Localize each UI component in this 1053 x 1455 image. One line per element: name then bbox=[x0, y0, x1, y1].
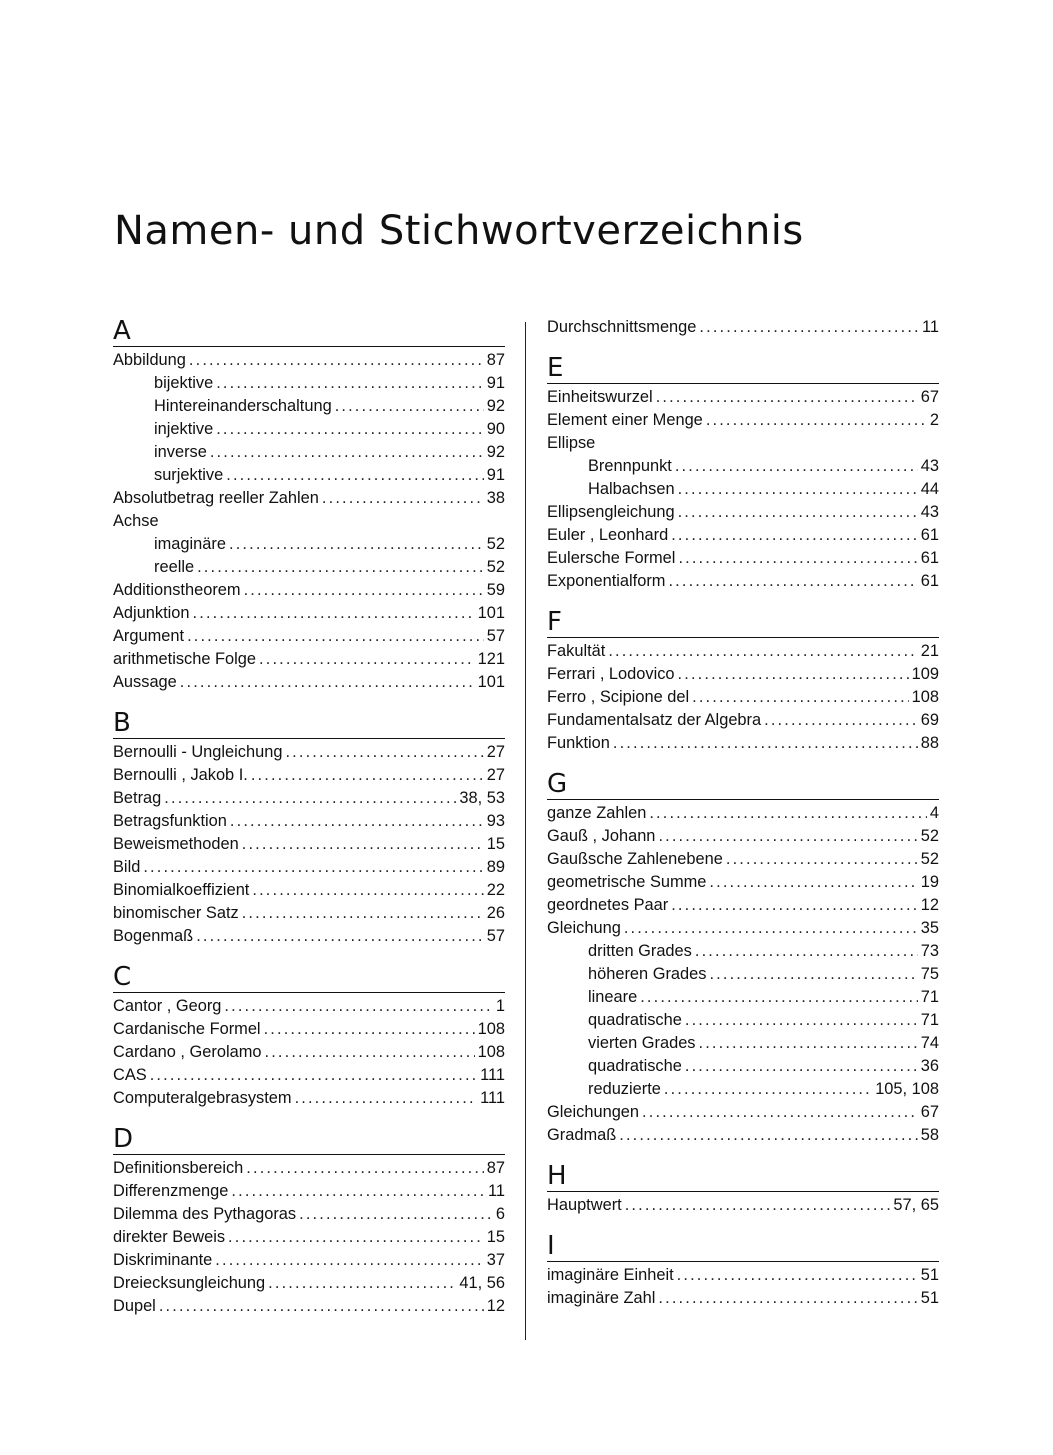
index-page-numbers: 75 bbox=[920, 965, 939, 983]
dot-leader bbox=[244, 579, 484, 602]
index-entry bbox=[113, 1203, 505, 1226]
dot-leader bbox=[265, 1041, 475, 1064]
index-entry bbox=[547, 732, 939, 755]
index-term: Gleichung bbox=[547, 919, 621, 937]
index-term: quadratische bbox=[588, 1057, 682, 1075]
dot-leader bbox=[764, 709, 918, 732]
dot-leader bbox=[252, 879, 483, 902]
index-page-numbers: 43 bbox=[920, 457, 939, 475]
index-page-numbers: 69 bbox=[920, 711, 939, 729]
index-subentry bbox=[113, 395, 505, 418]
index-page-numbers: 90 bbox=[486, 420, 505, 438]
index-term: imaginäre bbox=[154, 535, 226, 553]
index-subentry bbox=[113, 556, 505, 579]
column-divider bbox=[525, 322, 526, 1340]
dot-leader bbox=[150, 1064, 477, 1087]
index-page-numbers: 88 bbox=[920, 734, 939, 752]
index-page-numbers: 15 bbox=[486, 835, 505, 853]
index-page-numbers: 21 bbox=[920, 642, 939, 660]
index-term: Ellipse bbox=[547, 434, 596, 452]
dot-leader bbox=[251, 764, 484, 787]
index-term: surjektive bbox=[154, 466, 224, 484]
index-entry bbox=[547, 524, 939, 547]
index-term: Dilemma des Pythagoras bbox=[113, 1205, 297, 1223]
index-entry bbox=[113, 1180, 505, 1203]
dot-leader bbox=[678, 478, 918, 501]
index-term: reelle bbox=[154, 558, 195, 576]
index-page-numbers: 87 bbox=[486, 1159, 505, 1177]
dot-leader bbox=[268, 1272, 456, 1295]
dot-leader bbox=[706, 409, 927, 432]
dot-leader bbox=[675, 455, 918, 478]
index-term: CAS bbox=[113, 1066, 147, 1084]
index-term: Betragsfunktion bbox=[113, 812, 227, 830]
index-entry bbox=[113, 510, 505, 533]
dot-leader bbox=[143, 856, 483, 879]
index-page-numbers: 92 bbox=[486, 443, 505, 461]
index-subentry bbox=[547, 1055, 939, 1078]
index-page-numbers: 4 bbox=[929, 804, 939, 822]
index-page-numbers: 52 bbox=[920, 850, 939, 868]
index-entry bbox=[113, 349, 505, 372]
index-entry bbox=[547, 825, 939, 848]
index-entry bbox=[547, 316, 939, 339]
dot-leader bbox=[229, 533, 484, 556]
index-entry bbox=[113, 1018, 505, 1041]
index-term: Halbachsen bbox=[588, 480, 675, 498]
index-page-numbers: 67 bbox=[920, 1103, 939, 1121]
index-entry bbox=[547, 409, 939, 432]
index-page-numbers: 101 bbox=[477, 673, 505, 691]
index-entry bbox=[547, 547, 939, 570]
index-entry bbox=[547, 894, 939, 917]
index-page-numbers: 27 bbox=[486, 766, 505, 784]
index-subentry bbox=[547, 1009, 939, 1032]
index-term: Gleichungen bbox=[547, 1103, 640, 1121]
index-entry bbox=[113, 671, 505, 694]
index-page-numbers: 52 bbox=[486, 558, 505, 576]
index-term: Additionstheorem bbox=[113, 581, 241, 599]
index-entry bbox=[547, 871, 939, 894]
index-term: Differenzmenge bbox=[113, 1182, 229, 1200]
index-term: injektive bbox=[154, 420, 214, 438]
index-page-numbers: 59 bbox=[486, 581, 505, 599]
index-column-right bbox=[547, 316, 939, 1310]
index-page-numbers: 89 bbox=[486, 858, 505, 876]
dot-leader bbox=[677, 1264, 918, 1287]
index-entry bbox=[547, 1124, 939, 1147]
index-term: Funktion bbox=[547, 734, 610, 752]
index-entry bbox=[113, 1157, 505, 1180]
index-page-numbers: 11 bbox=[921, 318, 939, 336]
dot-leader bbox=[685, 1055, 918, 1078]
dot-leader bbox=[322, 487, 484, 510]
index-term: Aussage bbox=[113, 673, 177, 691]
index-page-numbers: 43 bbox=[920, 503, 939, 521]
index-page-numbers: 27 bbox=[486, 743, 505, 761]
index-letter-heading: H bbox=[547, 1161, 939, 1192]
index-term: arithmetische Folge bbox=[113, 650, 257, 668]
index-page-numbers: 52 bbox=[920, 827, 939, 845]
index-page-numbers: 2 bbox=[929, 411, 939, 429]
index-term: Ferrari , Lodovico bbox=[547, 665, 675, 683]
index-page-numbers: 71 bbox=[920, 1011, 939, 1029]
index-page-numbers: 38, 53 bbox=[459, 789, 505, 807]
index-page-numbers: 35 bbox=[920, 919, 939, 937]
dot-leader bbox=[668, 570, 917, 593]
dot-leader bbox=[664, 1078, 872, 1101]
index-entry bbox=[547, 640, 939, 663]
dot-leader bbox=[658, 825, 917, 848]
index-page-numbers: 12 bbox=[486, 1297, 505, 1315]
index-entry bbox=[113, 810, 505, 833]
index-page-numbers: 11 bbox=[487, 1182, 505, 1200]
index-term: Eulersche Formel bbox=[547, 549, 676, 567]
index-entry bbox=[547, 686, 939, 709]
index-entry bbox=[547, 570, 939, 593]
index-subentry bbox=[547, 1078, 939, 1101]
index-page-numbers: 101 bbox=[477, 604, 505, 622]
index-page-numbers: 15 bbox=[486, 1228, 505, 1246]
dot-leader bbox=[699, 1032, 918, 1055]
index-page-numbers: 51 bbox=[920, 1289, 939, 1307]
index-term: Fundamentalsatz der Algebra bbox=[547, 711, 762, 729]
index-subentry bbox=[547, 963, 939, 986]
index-term: bijektive bbox=[154, 374, 214, 392]
dot-leader bbox=[197, 556, 484, 579]
index-page-numbers: 92 bbox=[486, 397, 505, 415]
dot-leader bbox=[193, 602, 475, 625]
index-subentry bbox=[113, 372, 505, 395]
index-entry bbox=[547, 432, 939, 455]
index-entry bbox=[547, 1101, 939, 1124]
index-term: imaginäre Einheit bbox=[547, 1266, 674, 1284]
index-page-numbers: 71 bbox=[920, 988, 939, 1006]
index-entry bbox=[547, 709, 939, 732]
index-page-numbers: 108 bbox=[477, 1043, 505, 1061]
dot-leader bbox=[613, 732, 918, 755]
index-page-numbers: 38 bbox=[486, 489, 505, 507]
dot-leader bbox=[242, 833, 484, 856]
index-entry bbox=[113, 856, 505, 879]
index-entry bbox=[113, 648, 505, 671]
index-entry bbox=[113, 1226, 505, 1249]
index-term: Gradmaß bbox=[547, 1126, 617, 1144]
dot-leader bbox=[196, 925, 484, 948]
index-page-numbers: 74 bbox=[920, 1034, 939, 1052]
page-title: Namen- und Stichwortverzeichnis bbox=[114, 208, 804, 254]
index-term: Absolutbetrag reeller Zahlen bbox=[113, 489, 319, 507]
index-letter-heading: A bbox=[113, 316, 505, 347]
index-term: reduzierte bbox=[588, 1080, 661, 1098]
index-term: Binomialkoeffizient bbox=[113, 881, 250, 899]
index-entry bbox=[113, 1272, 505, 1295]
index-page-numbers: 111 bbox=[480, 1089, 505, 1107]
index-term: imaginäre Zahl bbox=[547, 1289, 656, 1307]
index-subentry bbox=[113, 441, 505, 464]
index-entry bbox=[113, 602, 505, 625]
dot-leader bbox=[230, 810, 484, 833]
index-term: Dreiecksungleichung bbox=[113, 1274, 266, 1292]
index-entry bbox=[547, 848, 939, 871]
dot-leader bbox=[658, 1287, 917, 1310]
index-entry bbox=[113, 741, 505, 764]
index-letter-heading: E bbox=[547, 353, 939, 384]
index-term: Cardanische Formel bbox=[113, 1020, 261, 1038]
index-term: geordnetes Paar bbox=[547, 896, 669, 914]
index-term: Gaußsche Zahlenebene bbox=[547, 850, 723, 868]
index-term: Bernoulli , Jakob I. bbox=[113, 766, 248, 784]
dot-leader bbox=[692, 686, 909, 709]
dot-leader bbox=[642, 1101, 918, 1124]
index-term: binomischer Satz bbox=[113, 904, 239, 922]
index-entry bbox=[113, 1087, 505, 1110]
dot-leader bbox=[726, 848, 918, 871]
dot-leader bbox=[216, 372, 484, 395]
index-subentry bbox=[113, 464, 505, 487]
index-subentry bbox=[547, 940, 939, 963]
index-term: Abbildung bbox=[113, 351, 186, 369]
dot-leader bbox=[335, 395, 484, 418]
dot-leader bbox=[187, 625, 484, 648]
index-entry bbox=[113, 787, 505, 810]
index-entry bbox=[113, 579, 505, 602]
index-entry bbox=[113, 879, 505, 902]
index-entry bbox=[113, 487, 505, 510]
index-entry bbox=[113, 995, 505, 1018]
index-entry bbox=[113, 833, 505, 856]
dot-leader bbox=[264, 1018, 475, 1041]
index-page-numbers: 57 bbox=[486, 627, 505, 645]
index-term: Euler , Leonhard bbox=[547, 526, 669, 544]
dot-leader bbox=[619, 1124, 918, 1147]
index-entry bbox=[547, 663, 939, 686]
index-term: Hauptwert bbox=[547, 1196, 622, 1214]
index-page-numbers: 36 bbox=[920, 1057, 939, 1075]
index-term: höheren Grades bbox=[588, 965, 707, 983]
index-page-numbers: 1 bbox=[495, 997, 505, 1015]
index-term: Bernoulli - Ungleichung bbox=[113, 743, 283, 761]
dot-leader bbox=[299, 1203, 493, 1226]
dot-leader bbox=[210, 441, 484, 464]
index-letter-heading: B bbox=[113, 708, 505, 739]
index-page-numbers: 109 bbox=[911, 665, 939, 683]
dot-leader bbox=[678, 547, 917, 570]
index-term: Durchschnittsmenge bbox=[547, 318, 697, 336]
dot-leader bbox=[231, 1180, 485, 1203]
index-entry bbox=[547, 386, 939, 409]
index-entry bbox=[113, 925, 505, 948]
index-term: Bogenmaß bbox=[113, 927, 194, 945]
index-entry bbox=[113, 902, 505, 925]
index-entry bbox=[547, 501, 939, 524]
dot-leader bbox=[226, 464, 484, 487]
index-term: Ellipsengleichung bbox=[547, 503, 675, 521]
index-entry bbox=[547, 802, 939, 825]
index-letter-heading: F bbox=[547, 607, 939, 638]
index-page-numbers: 6 bbox=[495, 1205, 505, 1223]
index-page-numbers: 111 bbox=[480, 1066, 505, 1084]
index-entry bbox=[113, 1041, 505, 1064]
index-term: ganze Zahlen bbox=[547, 804, 647, 822]
dot-leader bbox=[671, 894, 918, 917]
index-term: Hintereinanderschaltung bbox=[154, 397, 332, 415]
index-term: inverse bbox=[154, 443, 207, 461]
index-term: Adjunktion bbox=[113, 604, 190, 622]
index-letter-heading: G bbox=[547, 769, 939, 800]
dot-leader bbox=[246, 1157, 483, 1180]
dot-leader bbox=[215, 1249, 483, 1272]
dot-leader bbox=[180, 671, 475, 694]
dot-leader bbox=[224, 995, 492, 1018]
dot-leader bbox=[685, 1009, 918, 1032]
dot-leader bbox=[216, 418, 484, 441]
index-page-numbers: 61 bbox=[920, 549, 939, 567]
index-page-numbers: 93 bbox=[486, 812, 505, 830]
index-entry bbox=[547, 1194, 939, 1217]
index-subentry bbox=[113, 418, 505, 441]
dot-leader bbox=[242, 902, 484, 925]
index-page-numbers: 67 bbox=[920, 388, 939, 406]
index-entry bbox=[547, 1264, 939, 1287]
index-term: Cantor , Georg bbox=[113, 997, 222, 1015]
index-term: Definitionsbereich bbox=[113, 1159, 244, 1177]
index-term: Cardano , Gerolamo bbox=[113, 1043, 262, 1061]
index-subentry bbox=[547, 1032, 939, 1055]
index-entry bbox=[113, 1064, 505, 1087]
index-page-numbers: 19 bbox=[920, 873, 939, 891]
index-letter-heading: C bbox=[113, 962, 505, 993]
index-term: quadratische bbox=[588, 1011, 682, 1029]
index-term: Bild bbox=[113, 858, 141, 876]
index-entry bbox=[547, 917, 939, 940]
index-page-numbers: 105, 108 bbox=[875, 1080, 939, 1098]
dot-leader bbox=[678, 663, 909, 686]
index-page-numbers: 22 bbox=[486, 881, 505, 899]
dot-leader bbox=[709, 871, 917, 894]
dot-leader bbox=[709, 963, 917, 986]
index-page-numbers: 57 bbox=[486, 927, 505, 945]
index-subentry bbox=[113, 533, 505, 556]
dot-leader bbox=[656, 386, 918, 409]
index-letter-heading: D bbox=[113, 1124, 505, 1155]
index-page-numbers: 41, 56 bbox=[459, 1274, 505, 1292]
index-page-numbers: 121 bbox=[477, 650, 505, 668]
dot-leader bbox=[671, 524, 918, 547]
index-page-numbers: 73 bbox=[920, 942, 939, 960]
index-term: vierten Grades bbox=[588, 1034, 696, 1052]
dot-leader bbox=[699, 316, 919, 339]
index-term: direkter Beweis bbox=[113, 1228, 226, 1246]
index-entry bbox=[547, 1287, 939, 1310]
index-page-numbers: 87 bbox=[486, 351, 505, 369]
dot-leader bbox=[189, 349, 484, 372]
index-subentry bbox=[547, 986, 939, 1009]
index-page-numbers: 108 bbox=[911, 688, 939, 706]
dot-leader bbox=[649, 802, 927, 825]
index-term: Gauß , Johann bbox=[547, 827, 656, 845]
index-entry bbox=[113, 1295, 505, 1318]
index-page-numbers: 61 bbox=[920, 572, 939, 590]
index-page-numbers: 91 bbox=[486, 466, 505, 484]
index-term: Dupel bbox=[113, 1297, 156, 1315]
dot-leader bbox=[624, 917, 918, 940]
dot-leader bbox=[608, 640, 917, 663]
index-entry bbox=[113, 764, 505, 787]
index-entry bbox=[113, 625, 505, 648]
index-page-numbers: 51 bbox=[920, 1266, 939, 1284]
dot-leader bbox=[164, 787, 456, 810]
index-page-numbers: 12 bbox=[920, 896, 939, 914]
index-subentry bbox=[547, 478, 939, 501]
index-page-numbers: 61 bbox=[920, 526, 939, 544]
index-term: lineare bbox=[588, 988, 638, 1006]
index-term: Fakultät bbox=[547, 642, 606, 660]
dot-leader bbox=[640, 986, 918, 1009]
index-column-left bbox=[113, 316, 505, 1318]
index-term: Argument bbox=[113, 627, 185, 645]
index-term: Achse bbox=[113, 512, 159, 530]
index-page-numbers: 91 bbox=[486, 374, 505, 392]
dot-leader bbox=[625, 1194, 891, 1217]
dot-leader bbox=[695, 940, 918, 963]
index-subentry bbox=[547, 455, 939, 478]
dot-leader bbox=[678, 501, 918, 524]
index-page-numbers: 108 bbox=[477, 1020, 505, 1038]
index-letter-heading: I bbox=[547, 1231, 939, 1262]
index-term: geometrische Summe bbox=[547, 873, 707, 891]
dot-leader bbox=[259, 648, 475, 671]
index-page-numbers: 37 bbox=[486, 1251, 505, 1269]
index-term: Brennpunkt bbox=[588, 457, 672, 475]
index-term: Ferro , Scipione del bbox=[547, 688, 690, 706]
index-term: Einheitswurzel bbox=[547, 388, 653, 406]
index-page-numbers: 44 bbox=[920, 480, 939, 498]
index-page-numbers: 58 bbox=[920, 1126, 939, 1144]
dot-leader bbox=[228, 1226, 484, 1249]
index-page-numbers: 26 bbox=[486, 904, 505, 922]
index-page-numbers: 57, 65 bbox=[893, 1196, 939, 1214]
index-term: dritten Grades bbox=[588, 942, 692, 960]
dot-leader bbox=[285, 741, 483, 764]
index-page-numbers: 52 bbox=[486, 535, 505, 553]
index-term: Diskriminante bbox=[113, 1251, 213, 1269]
dot-leader bbox=[295, 1087, 478, 1110]
dot-leader bbox=[159, 1295, 484, 1318]
index-term: Element einer Menge bbox=[547, 411, 703, 429]
index-term: Exponentialform bbox=[547, 572, 666, 590]
index-term: Beweismethoden bbox=[113, 835, 239, 853]
index-entry bbox=[113, 1249, 505, 1272]
index-term: Computeralgebrasystem bbox=[113, 1089, 292, 1107]
index-term: Betrag bbox=[113, 789, 162, 807]
